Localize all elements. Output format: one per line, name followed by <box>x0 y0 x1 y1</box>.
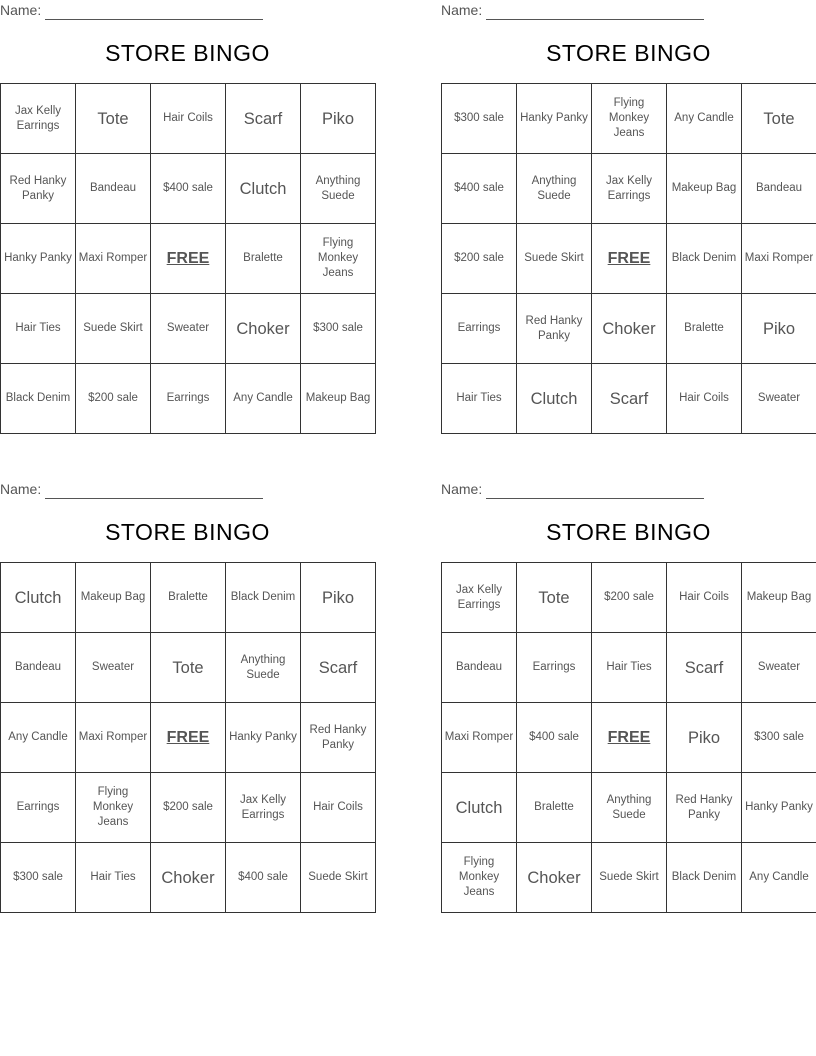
bingo-cell[interactable]: Clutch <box>1 563 76 633</box>
bingo-cell[interactable]: Choker <box>151 843 226 913</box>
bingo-cell[interactable]: Hair Ties <box>76 843 151 913</box>
bingo-cell[interactable]: Tote <box>151 633 226 703</box>
bingo-cell[interactable]: Black Denim <box>1 364 76 434</box>
name-field-row <box>441 479 704 499</box>
bingo-cell[interactable]: Black Denim <box>667 224 742 294</box>
bingo-cell[interactable]: Tote <box>76 84 151 154</box>
bingo-cell[interactable]: Hair Coils <box>151 84 226 154</box>
bingo-cell[interactable]: Piko <box>742 294 816 364</box>
card-title: STORE BINGO <box>546 40 711 66</box>
bingo-cell[interactable]: Red Hanky Panky <box>667 773 742 843</box>
bingo-cell[interactable]: Anything Suede <box>301 154 376 224</box>
bingo-cell[interactable]: Clutch <box>226 154 301 224</box>
bingo-cell[interactable]: Suede Skirt <box>592 843 667 913</box>
bingo-cell[interactable]: Flying Monkey Jeans <box>592 84 667 154</box>
bingo-cell[interactable]: Earrings <box>151 364 226 434</box>
bingo-cell[interactable]: Flying Monkey Jeans <box>301 224 376 294</box>
name-label: Name: <box>441 481 483 497</box>
bingo-cell[interactable]: Earrings <box>517 633 592 703</box>
bingo-cell[interactable]: $300 sale <box>742 703 816 773</box>
name-field-row <box>0 0 263 20</box>
bingo-cell[interactable]: Hair Ties <box>592 633 667 703</box>
name-field-row <box>0 479 263 499</box>
bingo-cell[interactable]: Jax Kelly Earrings <box>442 563 517 633</box>
bingo-cell[interactable]: Suede Skirt <box>301 843 376 913</box>
bingo-cell[interactable]: Red Hanky Panky <box>301 703 376 773</box>
bingo-cell[interactable]: Any Candle <box>1 703 76 773</box>
bingo-cell[interactable]: $200 sale <box>151 773 226 843</box>
bingo-card-1 <box>0 0 375 436</box>
bingo-cell[interactable]: Black Denim <box>667 843 742 913</box>
bingo-cell[interactable]: Any Candle <box>742 843 816 913</box>
free-space[interactable]: FREE <box>592 224 667 294</box>
bingo-cell[interactable]: Piko <box>301 84 376 154</box>
bingo-cell[interactable]: Makeup Bag <box>667 154 742 224</box>
bingo-cell[interactable]: Bandeau <box>1 633 76 703</box>
bingo-cell[interactable]: Bandeau <box>742 154 816 224</box>
bingo-cell[interactable]: $300 sale <box>301 294 376 364</box>
bingo-cell[interactable]: Flying Monkey Jeans <box>442 843 517 913</box>
name-line[interactable] <box>486 482 704 499</box>
bingo-cell[interactable]: Tote <box>517 563 592 633</box>
name-line[interactable] <box>45 482 263 499</box>
bingo-cell[interactable]: Anything Suede <box>517 154 592 224</box>
bingo-cell[interactable]: $300 sale <box>1 843 76 913</box>
bingo-cell[interactable]: Black Denim <box>226 563 301 633</box>
bingo-cell[interactable]: Any Candle <box>667 84 742 154</box>
bingo-cell[interactable]: $400 sale <box>442 154 517 224</box>
bingo-cell[interactable]: Bralette <box>151 563 226 633</box>
bingo-cell[interactable]: Earrings <box>1 773 76 843</box>
bingo-cell[interactable]: Jax Kelly Earrings <box>226 773 301 843</box>
bingo-card-3 <box>0 479 375 915</box>
free-space[interactable]: FREE <box>151 224 226 294</box>
bingo-cell[interactable]: Red Hanky Panky <box>1 154 76 224</box>
bingo-cell[interactable]: Sweater <box>76 633 151 703</box>
bingo-cell[interactable]: Makeup Bag <box>742 563 816 633</box>
bingo-cell[interactable]: Maxi Romper <box>76 224 151 294</box>
bingo-cell[interactable]: Sweater <box>742 633 816 703</box>
bingo-cell[interactable]: Anything Suede <box>226 633 301 703</box>
bingo-cell[interactable]: Maxi Romper <box>742 224 816 294</box>
name-line[interactable] <box>486 3 704 20</box>
bingo-cell[interactable]: Earrings <box>442 294 517 364</box>
card-title: STORE BINGO <box>105 519 270 545</box>
bingo-cell[interactable]: Anything Suede <box>592 773 667 843</box>
bingo-cell[interactable]: Maxi Romper <box>76 703 151 773</box>
bingo-cell[interactable]: Hanky Panky <box>1 224 76 294</box>
bingo-cell[interactable]: Any Candle <box>226 364 301 434</box>
bingo-grid <box>0 562 376 913</box>
bingo-cell[interactable]: Suede Skirt <box>517 224 592 294</box>
name-line[interactable] <box>45 3 263 20</box>
bingo-cell[interactable]: Bandeau <box>76 154 151 224</box>
bingo-cell[interactable]: $300 sale <box>442 84 517 154</box>
bingo-cell[interactable]: Piko <box>301 563 376 633</box>
bingo-cell[interactable]: $200 sale <box>442 224 517 294</box>
bingo-cell[interactable]: Scarf <box>667 633 742 703</box>
name-field-row <box>441 0 704 20</box>
card-title: STORE BINGO <box>105 40 270 66</box>
bingo-cell[interactable]: Hair Ties <box>442 364 517 434</box>
bingo-cell[interactable]: Piko <box>667 703 742 773</box>
bingo-cell[interactable]: Jax Kelly Earrings <box>1 84 76 154</box>
bingo-cell[interactable]: $400 sale <box>151 154 226 224</box>
bingo-card-4 <box>441 479 816 915</box>
bingo-card-2 <box>441 0 816 436</box>
bingo-cell[interactable]: Red Hanky Panky <box>517 294 592 364</box>
bingo-grid <box>441 562 816 913</box>
bingo-cell[interactable]: Choker <box>592 294 667 364</box>
free-space[interactable]: FREE <box>592 703 667 773</box>
bingo-cell[interactable]: Choker <box>517 843 592 913</box>
bingo-cell[interactable]: $200 sale <box>592 563 667 633</box>
bingo-cell[interactable]: Maxi Romper <box>442 703 517 773</box>
bingo-cell[interactable]: Makeup Bag <box>76 563 151 633</box>
bingo-cell[interactable]: Bralette <box>517 773 592 843</box>
bingo-cell[interactable]: Hair Coils <box>667 563 742 633</box>
bingo-cell[interactable]: Hair Coils <box>301 773 376 843</box>
bingo-cell[interactable]: Clutch <box>517 364 592 434</box>
bingo-cell[interactable]: Hair Coils <box>667 364 742 434</box>
bingo-cell[interactable]: Sweater <box>742 364 816 434</box>
name-label: Name: <box>441 2 483 18</box>
bingo-cell[interactable]: Hanky Panky <box>517 84 592 154</box>
bingo-cell[interactable]: Scarf <box>226 84 301 154</box>
card-title: STORE BINGO <box>546 519 711 545</box>
bingo-grid <box>441 83 816 434</box>
bingo-cell[interactable]: Clutch <box>442 773 517 843</box>
bingo-cell[interactable]: Bralette <box>667 294 742 364</box>
bingo-cell[interactable]: Bralette <box>226 224 301 294</box>
bingo-cell[interactable]: Sweater <box>151 294 226 364</box>
bingo-cell[interactable]: Jax Kelly Earrings <box>592 154 667 224</box>
bingo-cell[interactable]: Bandeau <box>442 633 517 703</box>
bingo-cell[interactable]: Hanky Panky <box>742 773 816 843</box>
bingo-cell[interactable]: $200 sale <box>76 364 151 434</box>
bingo-cell[interactable]: Makeup Bag <box>301 364 376 434</box>
bingo-cell[interactable]: $400 sale <box>517 703 592 773</box>
bingo-cell[interactable]: Scarf <box>301 633 376 703</box>
free-space[interactable]: FREE <box>151 703 226 773</box>
name-label: Name: <box>0 2 42 18</box>
bingo-cell[interactable]: Flying Monkey Jeans <box>76 773 151 843</box>
bingo-cell[interactable]: Hair Ties <box>1 294 76 364</box>
bingo-cell[interactable]: Hanky Panky <box>226 703 301 773</box>
bingo-grid <box>0 83 376 434</box>
bingo-cell[interactable]: $400 sale <box>226 843 301 913</box>
bingo-cell[interactable]: Choker <box>226 294 301 364</box>
bingo-cell[interactable]: Tote <box>742 84 816 154</box>
bingo-cell[interactable]: Suede Skirt <box>76 294 151 364</box>
bingo-cell[interactable]: Scarf <box>592 364 667 434</box>
name-label: Name: <box>0 481 42 497</box>
